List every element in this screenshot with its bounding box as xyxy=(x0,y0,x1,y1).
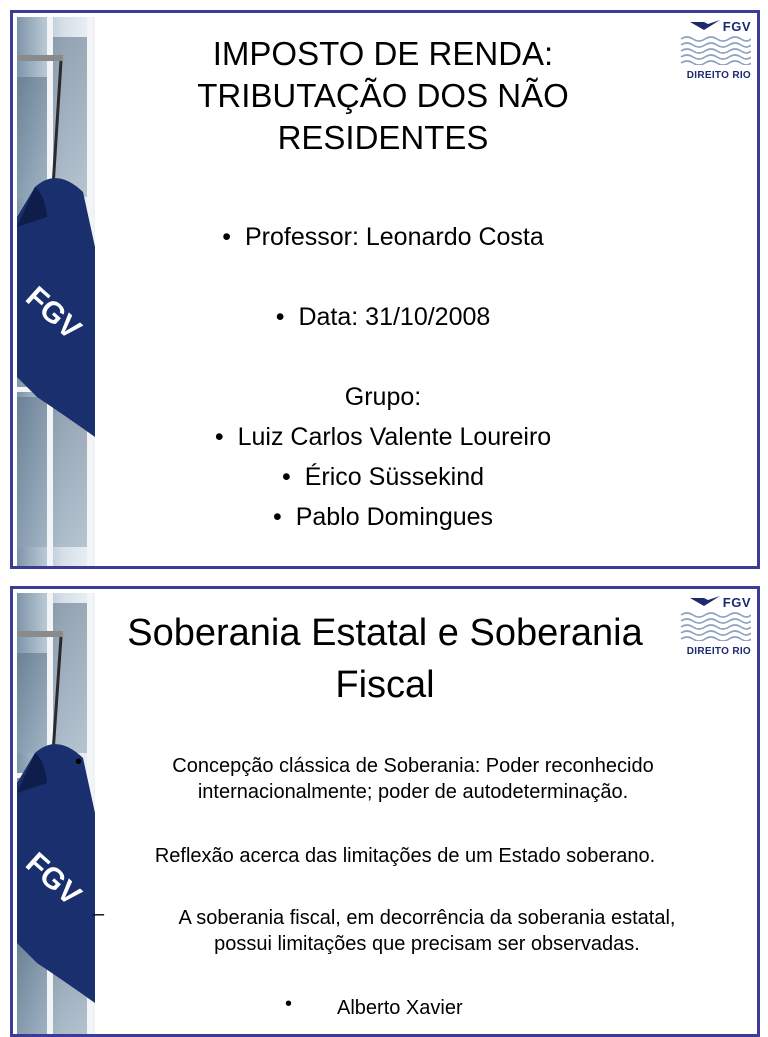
member-item xyxy=(103,503,663,532)
fgv-bird-icon xyxy=(690,20,720,32)
title-line: Fiscal xyxy=(335,664,435,706)
text-line: Concepção clássica de Soberania: Poder reconhecido xyxy=(172,755,654,777)
group-label: Grupo: xyxy=(344,383,422,411)
fgv-flag-photo xyxy=(17,593,95,1034)
fgv-flag-photo xyxy=(17,17,95,566)
waves-icon xyxy=(679,611,751,641)
sovereignty-concept xyxy=(103,753,723,805)
text-line: internacionalmente; poder de autodeterminação. xyxy=(197,781,629,803)
text-line: A soberania fiscal, em decorrência da soberania estatal, xyxy=(178,907,676,929)
professor-text: Professor: Leonardo Costa xyxy=(244,223,544,251)
flag-icon xyxy=(17,17,95,566)
slide-title xyxy=(10,10,760,569)
flag-icon xyxy=(17,593,95,1034)
slide-sovereignty xyxy=(10,586,760,1037)
member-name: Pablo Domingues xyxy=(295,503,494,531)
bullet: • xyxy=(281,463,291,491)
professor-item xyxy=(103,223,663,252)
slide1-title xyxy=(103,33,663,159)
flag-text: FGV xyxy=(19,280,88,347)
member-item xyxy=(103,423,663,452)
member-name: Érico Süssekind xyxy=(304,463,484,491)
date-text: Data: 31/10/2008 xyxy=(298,303,491,331)
dash-marker: – xyxy=(93,903,105,925)
bullet: • xyxy=(214,423,224,451)
bullet: • xyxy=(275,303,285,331)
slide2-title xyxy=(95,607,675,711)
logo-brand: FGV xyxy=(722,18,751,34)
bullet: • xyxy=(272,503,282,531)
title-line: TRIBUTAÇÃO DOS NÃO xyxy=(197,77,569,114)
member-item xyxy=(103,463,663,492)
reflection-item: Reflexão acerca das limitações de um Estado soberano. xyxy=(154,845,656,867)
fgv-bird-icon xyxy=(690,596,720,608)
author-item: Alberto Xavier xyxy=(337,997,463,1019)
title-line: IMPOSTO DE RENDA: xyxy=(212,35,554,72)
fgv-logo xyxy=(679,19,751,83)
date-item xyxy=(103,303,663,332)
title-line: RESIDENTES xyxy=(277,119,489,156)
text-line: possui limitações que precisam ser observadas. xyxy=(214,933,640,955)
logo-subtitle: DIREITO RIO xyxy=(686,70,751,81)
logo-subtitle: DIREITO RIO xyxy=(686,646,751,657)
bullet: • xyxy=(285,993,293,1015)
waves-icon xyxy=(679,35,751,65)
fiscal-sovereignty-item xyxy=(117,905,737,957)
flag-text: FGV xyxy=(19,846,88,913)
member-name: Luiz Carlos Valente Loureiro xyxy=(237,423,552,451)
fgv-logo xyxy=(679,595,751,659)
logo-brand: FGV xyxy=(722,594,751,610)
bullet: • xyxy=(222,223,231,251)
title-line: Soberania Estatal e Soberania xyxy=(127,612,643,654)
bullet: • xyxy=(75,751,83,773)
